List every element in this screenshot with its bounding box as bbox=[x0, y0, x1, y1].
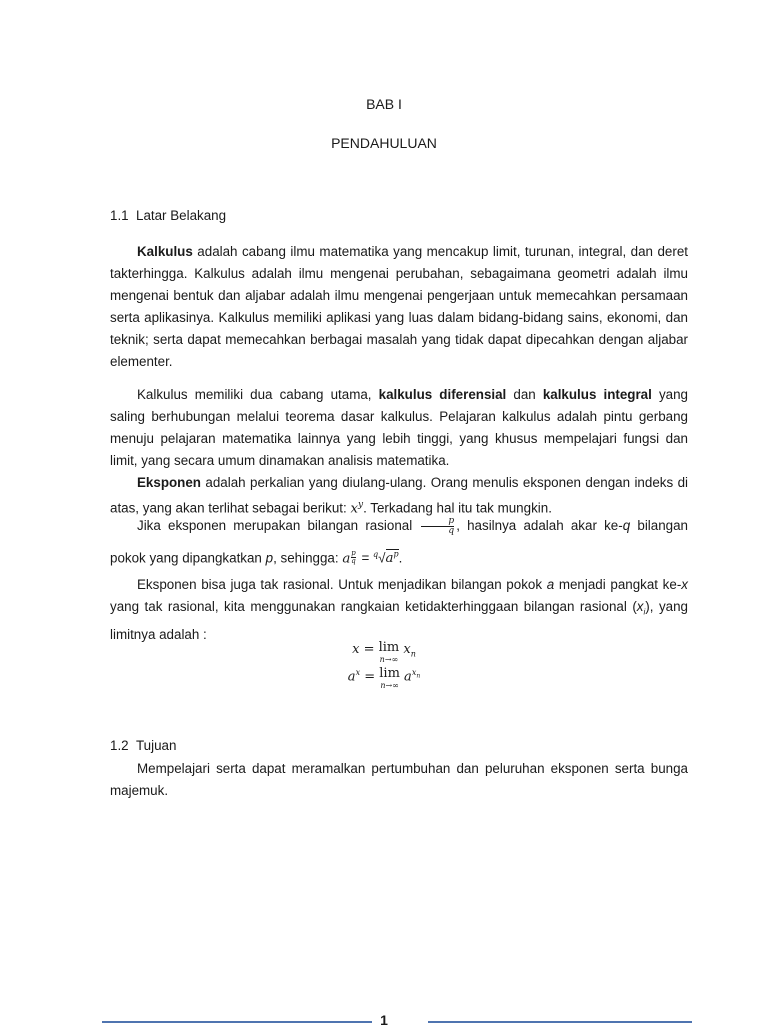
lim-text: lim bbox=[379, 666, 400, 681]
limit-operator bbox=[379, 668, 400, 692]
paragraph-text: bilangan bbox=[630, 518, 689, 534]
math-n: n bbox=[416, 672, 421, 680]
math-equals: = bbox=[357, 550, 374, 566]
section-heading-1-1 bbox=[110, 208, 226, 223]
paragraph-text: adalah cabang ilmu matematika yang mencakup limit, turunan, integral, dan deret takterhingga. Kalkulus adalah ilmu mengenai perubahan, sebagaimana geometri adalah ilmu mengenai bentuk dan aljabar adalah ilmu mengenai pengerjaan untuk memecahkan persamaan serta aplikasinya. Kalkulus memiliki aplikasi yang luas dalam bidang-bidang sains, ekonomi, dan teknik; serta dapat memecahkan berbagai masalah yang tidak dapat dipecahkan dengan aljabar elementer. bbox=[110, 244, 688, 369]
math-x: x bbox=[355, 668, 361, 677]
math-a: a bbox=[546, 577, 555, 592]
math-p: p bbox=[393, 550, 399, 559]
limit-operator bbox=[379, 642, 400, 666]
term-kalkulus: Kalkulus bbox=[137, 244, 193, 259]
math-x: x bbox=[350, 501, 358, 517]
paragraph-text: adalah perkalian yang diulang-ulang. Orang menulis eksponen dengan indeks di atas, yang akan terlihat sebagai berikut: bbox=[110, 475, 688, 516]
exponent-fraction bbox=[351, 550, 355, 565]
paragraph-kalkulus bbox=[110, 241, 688, 373]
lim-subscript: n→∞ bbox=[379, 655, 399, 664]
paragraph-rasional-line1 bbox=[110, 517, 688, 536]
section-heading-1-2 bbox=[110, 738, 176, 753]
math-a: a bbox=[347, 669, 356, 685]
root-sign: √ bbox=[378, 550, 386, 566]
math-x: x bbox=[636, 599, 644, 614]
fraction-p-q bbox=[421, 517, 454, 536]
paragraph-text: Eksponen bisa juga tak rasional. Untuk menjadikan bilangan pokok bbox=[137, 577, 547, 592]
section-number: 1.1 bbox=[110, 208, 129, 223]
fraction-numerator: p bbox=[448, 516, 455, 526]
equation-limit-x bbox=[0, 642, 768, 666]
paragraph-tujuan: Mempelajari serta dapat meramalkan pertumbuhan dan peluruhan eksponen serta bunga majemuk. bbox=[110, 761, 688, 798]
fraction-denominator: q bbox=[351, 557, 356, 565]
paragraph-text: , hasilnya adalah akar ke- bbox=[456, 518, 623, 534]
math-i: i bbox=[643, 607, 646, 617]
paragraph-text: ), yang limitnya adalah : bbox=[110, 599, 689, 642]
paragraph-text: yang tak rasional, kita menggunakan rangkaian ketidakterhinggaan bilangan rasional ( bbox=[110, 599, 637, 614]
paragraph-text: Kalkulus memiliki dua cabang utama, bbox=[137, 387, 379, 402]
paragraph-irasional bbox=[110, 574, 688, 646]
section-number: 1.2 bbox=[110, 738, 129, 753]
section-title: Tujuan bbox=[136, 738, 177, 753]
paragraph-text: dan bbox=[506, 387, 543, 402]
chapter-title: PENDAHULUAN bbox=[331, 135, 437, 151]
fraction-denominator: q bbox=[421, 526, 454, 536]
paragraph-text: pokok yang dipangkatkan bbox=[110, 550, 266, 566]
paragraph-text: Jika eksponen merupakan bilangan rasional bbox=[137, 518, 420, 534]
term-integral: kalkulus integral bbox=[542, 387, 652, 402]
root-index: q bbox=[373, 550, 379, 559]
chapter-label: BAB I bbox=[366, 96, 402, 112]
section-title: Latar Belakang bbox=[136, 208, 227, 223]
paragraph-rasional-line2 bbox=[110, 550, 688, 566]
math-n: n bbox=[410, 649, 416, 659]
math-y: y bbox=[358, 500, 364, 510]
math-equals: = bbox=[360, 669, 380, 685]
math-a: a bbox=[404, 669, 412, 685]
paragraph-text: , sehingga: bbox=[273, 550, 343, 566]
paragraph-cabang bbox=[110, 384, 688, 472]
fraction-numerator: p bbox=[351, 549, 356, 557]
term-eksponen: Eksponen bbox=[137, 475, 201, 490]
math-p: p bbox=[265, 550, 274, 566]
lim-text: lim bbox=[378, 640, 400, 655]
math-x: x bbox=[352, 642, 360, 657]
math-x: x bbox=[403, 642, 411, 657]
math-equals: = bbox=[359, 642, 379, 657]
math-q: q bbox=[622, 518, 631, 534]
paragraph-eksponen bbox=[110, 472, 688, 520]
lim-subscript: n→∞ bbox=[380, 681, 399, 690]
paragraph-text: menjadi pangkat ke- bbox=[554, 577, 682, 592]
paragraph-text: . bbox=[398, 550, 403, 566]
equation-limit-ax bbox=[0, 668, 768, 692]
term-diferensial: kalkulus diferensial bbox=[378, 387, 507, 402]
math-a: a bbox=[385, 551, 394, 567]
math-x: x bbox=[681, 577, 688, 592]
math-a: a bbox=[342, 551, 351, 567]
paragraph-text: yang saling berhubungan melalui teorema dasar kalkulus. Pelajaran kalkulus adalah pintu gerbang menuju pelajaran matematika lainnya yang lebih tinggi, yang khusus mempelajari fungsi dan limit, yang secara umum dinamakan analisis matematika. bbox=[110, 387, 688, 468]
paragraph-text: . Terkadang hal itu tak mungkin. bbox=[363, 500, 552, 516]
radicand bbox=[386, 549, 399, 565]
page-number: 1 bbox=[380, 1012, 388, 1028]
math-x: x bbox=[411, 668, 417, 677]
